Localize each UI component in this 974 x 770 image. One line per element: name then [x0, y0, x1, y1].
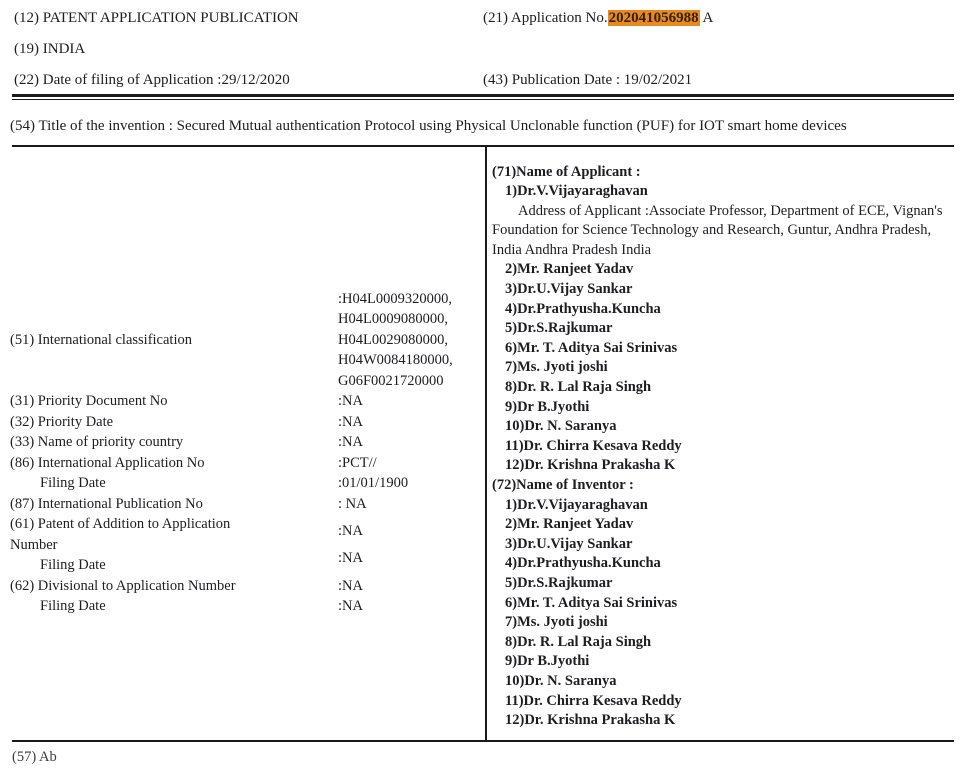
filing-date: (22) Date of filing of Application :29/12/2020 — [14, 72, 290, 88]
applicant-name: 3)Dr.U.Vijay Sankar — [505, 281, 633, 298]
header-right-column — [483, 9, 954, 89]
patent-of-addition-label-line2: Number — [10, 536, 58, 553]
divisional-row — [10, 576, 481, 597]
patent-of-addition-values — [338, 514, 481, 576]
priority-date-value: :NA — [338, 413, 363, 430]
inventor-name: 3)Dr.U.Vijay Sankar — [505, 535, 633, 552]
priority-country-label: (33) Name of priority country — [10, 434, 184, 450]
patent-of-addition-filing-value: :NA — [338, 550, 363, 567]
priority-document-label: (31) Priority Document No — [10, 393, 168, 409]
inventor-heading: (72)Name of Inventor : — [492, 477, 634, 493]
parties-column — [487, 147, 954, 740]
divisional-value: :NA — [338, 577, 363, 594]
priority-document-value: :NA — [338, 393, 363, 409]
patent-of-addition-label-line1: (61) Patent of Addition to Application — [10, 516, 231, 532]
patent-of-addition-value: :NA — [338, 522, 363, 539]
applicant-name: 12)Dr. Krishna Prakasha K — [505, 457, 676, 474]
bibliographic-columns — [0, 147, 954, 740]
abstract-label-cutoff: (57) Ab — [12, 748, 57, 765]
applicant-address: Address of Applicant :Associate Professor, Department of ECE, Vignan's Foundation for Science Technology and Research, Guntur, Andhra Pradesh, India Andhra Pradesh India — [492, 202, 943, 258]
document-header — [0, 0, 974, 89]
priority-country-value: :NA — [338, 434, 363, 450]
invention-title: (54) Title of the invention : Secured Mutual authentication Protocol using Physical Unclonable function (PUF) for IOT smart home devices — [10, 118, 847, 134]
applicant-name: 4)Dr.Prathyusha.Kuncha — [505, 300, 661, 317]
inventor-name: 1)Dr.V.Vijayaraghavan — [505, 496, 648, 513]
patent-of-addition-filing-label: Filing Date — [40, 557, 106, 573]
inventor-name: 12)Dr. Krishna Prakasha K — [505, 712, 676, 729]
intl-publication-label: (87) International Publication No — [10, 495, 203, 512]
priority-document-row — [10, 391, 481, 412]
applicant-name: 10)Dr. N. Saranya — [505, 418, 617, 435]
inventor-name: 7)Ms. Jyoti joshi — [505, 614, 608, 631]
patent-of-addition-row — [10, 514, 481, 576]
applicant-name: 11)Dr. Chirra Kesava Reddy — [505, 437, 682, 454]
intl-filing-date-value: :01/01/1900 — [338, 475, 409, 491]
intl-filing-date-label: Filing Date — [40, 475, 106, 491]
application-number-highlight: 202041056988 — [608, 10, 699, 26]
header-divider-rule — [12, 94, 954, 100]
publication-type: (12) PATENT APPLICATION PUBLICATION — [14, 10, 299, 26]
intl-publication-row — [10, 494, 481, 515]
publication-date: (43) Publication Date : 19/02/2021 — [483, 72, 693, 88]
intl-application-value: :PCT// — [338, 454, 377, 471]
classification-code: G06F0021720000 — [338, 372, 444, 389]
applicant-name: 6)Mr. T. Aditya Sai Srinivas — [505, 339, 678, 356]
divisional-filing-row — [10, 596, 481, 617]
applicant-name: 5)Dr.S.Rajkumar — [505, 320, 613, 337]
priority-date-label: (32) Priority Date — [10, 413, 114, 430]
applicant-name: 8)Dr. R. Lal Raja Singh — [505, 379, 652, 396]
inventor-name: 11)Dr. Chirra Kesava Reddy — [505, 692, 682, 709]
applicant-name: 1)Dr.V.Vijayaraghavan — [505, 183, 648, 200]
priority-country-row — [10, 432, 481, 453]
columns-bottom-rule — [12, 740, 954, 742]
classification-code: H04L0009080000, — [338, 311, 448, 327]
country-code: (19) INDIA — [14, 41, 86, 57]
header-left-column — [12, 9, 483, 89]
inventor-name: 4)Dr.Prathyusha.Kuncha — [505, 555, 661, 572]
applicant-name: 7)Ms. Jyoti joshi — [505, 359, 608, 376]
patent-of-addition-label — [10, 514, 338, 576]
applicant-name: 2)Mr. Ranjeet Yadav — [505, 261, 634, 278]
inventor-name: 6)Mr. T. Aditya Sai Srinivas — [505, 594, 678, 611]
divisional-filing-value: :NA — [338, 598, 363, 614]
intl-publication-value: : NA — [338, 495, 367, 512]
inventor-name: 8)Dr. R. Lal Raja Singh — [505, 633, 652, 650]
divisional-label: (62) Divisional to Application Number — [10, 577, 236, 594]
application-number-line — [483, 9, 954, 27]
priority-date-row — [10, 412, 481, 433]
classification-code: :H04L0009320000, — [338, 290, 452, 307]
classification-code: H04W0084180000, — [338, 352, 453, 368]
divisional-filing-label: Filing Date — [40, 598, 106, 614]
applicant-name: 9)Dr B.Jyothi — [505, 398, 590, 415]
application-number-suffix: A — [699, 10, 714, 26]
intl-classification-label: (51) International classification — [10, 331, 192, 348]
intl-classification-row — [10, 289, 481, 392]
inventor-name: 10)Dr. N. Saranya — [505, 672, 617, 689]
intl-classification-values — [338, 289, 481, 392]
application-number-prefix: (21) Application No. — [483, 10, 608, 26]
intl-filing-date-row — [10, 473, 481, 494]
inventor-name: 2)Mr. Ranjeet Yadav — [505, 516, 634, 533]
classification-code: H04L0029080000, — [338, 331, 448, 348]
intl-application-row — [10, 453, 481, 474]
intl-application-label: (86) International Application No — [10, 454, 205, 471]
inventor-name: 5)Dr.S.Rajkumar — [505, 574, 613, 591]
inventor-name: 9)Dr B.Jyothi — [505, 653, 590, 670]
classification-column — [0, 147, 487, 740]
applicant-heading: (71)Name of Applicant : — [492, 163, 641, 180]
